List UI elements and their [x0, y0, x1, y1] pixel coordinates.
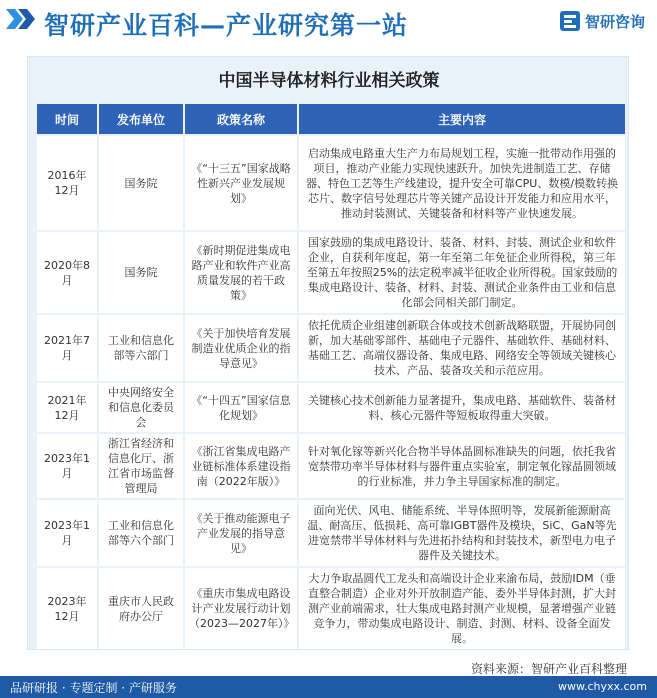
cell-content: 依托优质企业组建创新联合体或技术创新战略联盟，开展协同创新，加大基础零部件、基础电子元器件、基础软件、基础材料、基础工艺、高端仪器设备、集成电路、网络安全等领域关键核心技术、产品、装备攻关和示范应用。 — [299, 315, 625, 381]
site-url-link[interactable]: www.chyxx.com — [557, 680, 647, 693]
column-header-policy: 政策名称 — [185, 104, 297, 134]
table-row — [37, 383, 625, 432]
cell-time: 2021年7月 — [37, 315, 97, 381]
column-header-time: 时间 — [37, 104, 97, 134]
table-header-row — [37, 104, 625, 134]
cell-policy: 《新时期促进集成电路产业和软件产业高质量发展的若干政策》 — [185, 232, 297, 313]
cell-time: 2023年12月 — [37, 568, 97, 649]
cell-policy: 《重庆市集成电路设计产业发展行动计划（2023—2027年）》 — [185, 568, 297, 649]
table-row — [37, 136, 625, 230]
cell-policy: 《“十四五”国家信息化规划》 — [185, 383, 297, 432]
table-title: 中国半导体材料行业相关政策 — [218, 71, 440, 91]
cell-content: 关键核心技术创新能力显著提升，集成电路、基础软件、装备材料、核心元器件等短板取得重大突破。 — [299, 383, 625, 432]
cell-issuer: 重庆市人民政府办公厅 — [99, 568, 183, 649]
top-header — [0, 0, 657, 48]
column-header-issuer: 发布单位 — [99, 104, 183, 134]
bottom-tagline: 品研研报 · 专题定制 · 产研服务 — [10, 681, 177, 695]
source-note: 资料来源：智研产业百科整理 — [471, 662, 628, 676]
cell-time: 2020年8月 — [37, 232, 97, 313]
cell-issuer: 浙江省经济和信息化厅、浙江省市场监督管理局 — [99, 434, 183, 498]
cell-content: 启动集成电路重大生产力布局规划工程，实施一批带动作用强的项目，推动产业能力实现快速跃升。加快先进制造工艺、存储器、特色工艺等生产线建设，提升安全可靠CPU、数模/模数转换芯片、数字信号处理芯片等关键产品设计开发能力和应用水平，推动封装测试、关键装备和材料等产业快速发展。 — [299, 136, 625, 230]
cell-issuer: 工业和信息化部等六部门 — [99, 315, 183, 381]
cell-time: 2023年1月 — [37, 434, 97, 498]
policy-table-panel — [27, 56, 629, 650]
cell-policy: 《关于加快培育发展制造业优质企业的指导意见》 — [185, 315, 297, 381]
cell-content: 针对氧化镓等新兴化合物半导体晶圆标准缺失的问题，依托我省宽禁带功率半导体材料与器件重点实验室，制定氧化镓晶圆领域的行业标准，并力争主导国家标准的制定。 — [299, 434, 625, 498]
double-arrow-icon — [6, 9, 36, 29]
cell-issuer: 工业和信息化部等六个部门 — [99, 500, 183, 566]
table-row — [37, 434, 625, 498]
cell-content: 大力争取晶圆代工龙头和高端设计企业来渝布局，鼓励IDM（垂直整合制造）企业对外开放制造产能、委外半导体封测，扩大封测产业前端需求，壮大集成电路封测产业规模，显著增强产业链竞争力，带动集成电路设计、制造、封测、材料、设备全面发展。 — [299, 568, 625, 649]
cell-policy: 《“十三五”国家战略性新兴产业发展规划》 — [185, 136, 297, 230]
policy-table — [35, 102, 627, 651]
cell-time: 2021年12月 — [37, 383, 97, 432]
cell-content: 面向光伏、风电、储能系统、半导体照明等，发展新能源耐高温、耐高压、低损耗、高可靠IGBT器件及模块，SiC、GaN等先进宽禁带半导体材料与先进拓扑结构和封装技术，新型电力电子器件及关键技术。 — [299, 500, 625, 566]
cell-issuer: 国务院 — [99, 136, 183, 230]
table-row — [37, 568, 625, 649]
cell-issuer: 国务院 — [99, 232, 183, 313]
cell-policy: 《关于推动能源电子产业发展的指导意见》 — [185, 500, 297, 566]
table-row — [37, 315, 625, 381]
cell-issuer: 中央网络安全和信息化委员会 — [99, 383, 183, 432]
column-header-content: 主要内容 — [299, 104, 625, 134]
table-row — [37, 500, 625, 566]
brand-logo-text: 智研咨询 — [584, 12, 645, 31]
brand-logo[interactable] — [559, 10, 645, 32]
site-title: 智研产业百科—产业研究第一站 — [44, 11, 409, 40]
bottom-banner — [0, 676, 657, 698]
table-row — [37, 232, 625, 313]
cell-policy: 《浙江省集成电路产业链标准体系建设指南（2022年版）》 — [185, 434, 297, 498]
cell-time: 2016年12月 — [37, 136, 97, 230]
brand-logo-icon — [559, 10, 581, 32]
cell-content: 国家鼓励的集成电路设计、装备、材料、封装、测试企业和软件企业，自获利年度起，第一年至第二年免征企业所得税，第三年至第五年按照25%的法定税率减半征收企业所得税。国家鼓励的集成电路设计、装备、材料、封装、测试企业条件由工业和信息化部会同相关部门制定。 — [299, 232, 625, 313]
cell-time: 2023年1月 — [37, 500, 97, 566]
